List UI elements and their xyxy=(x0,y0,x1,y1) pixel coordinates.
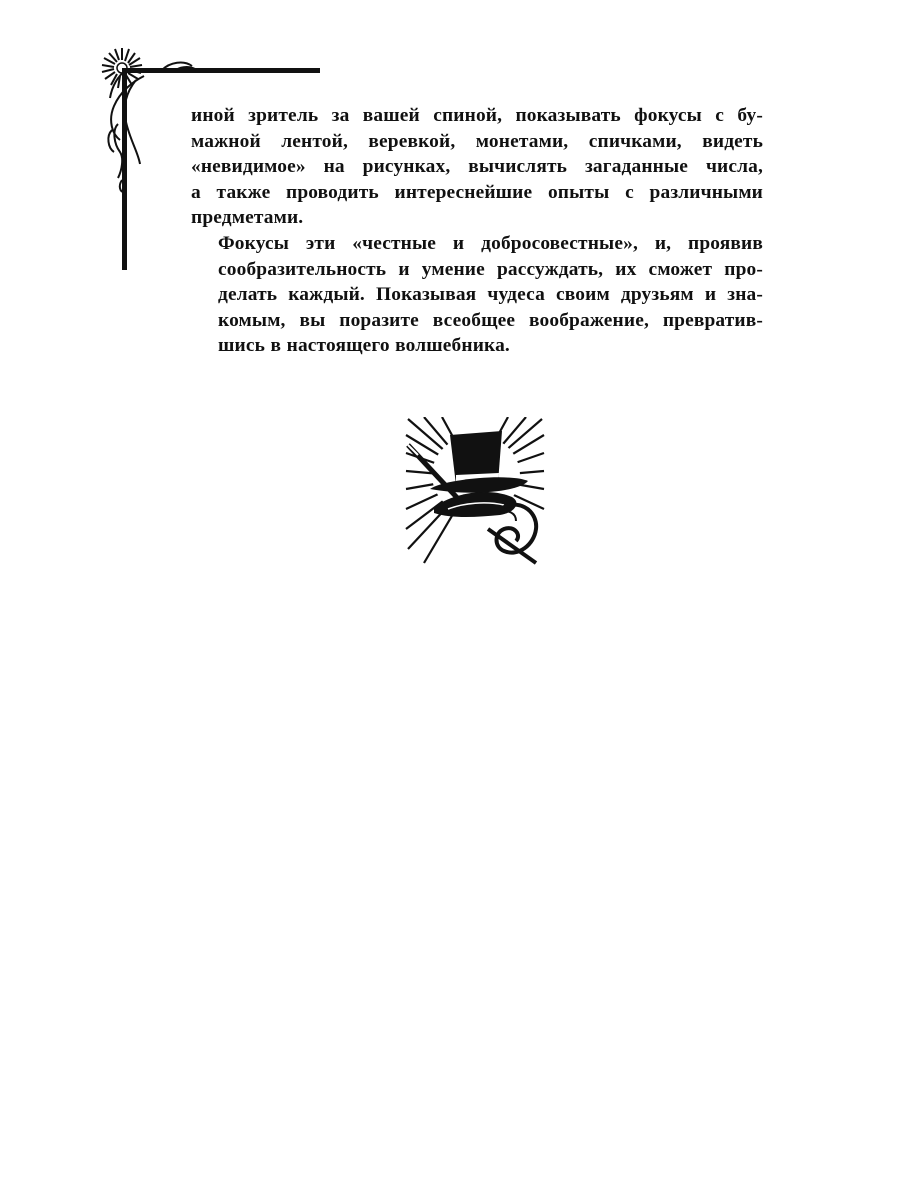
paragraph-2-line-3: делать каждый. Показывая чудеса своим друзьям и зна- xyxy=(218,284,763,306)
paragraph-1 xyxy=(191,103,763,231)
paragraph-1-line-2: мажной лентой, веревкой, монетами, спичками, видеть xyxy=(191,130,763,152)
paragraph-2-line-5: шись в настоящего волшебника. xyxy=(218,335,510,357)
paragraph-1-line-3: «невидимое» на рисунках, вычислять загаданные числа, xyxy=(191,156,763,178)
paragraph-1-line-4: а также проводить интереснейшие опыты с различными xyxy=(191,181,763,203)
top-hat-emblem-icon xyxy=(404,417,546,565)
paragraph-2-line-4: комым, вы поразите всеобщее воображение, превратив- xyxy=(218,309,763,331)
paragraph-2-line-1: Фокусы эти «честные и добросовестные», и, проявив xyxy=(218,232,763,254)
paragraph-2 xyxy=(191,231,763,359)
paragraph-1-line-1: иной зритель за вашей спиной, показывать фокусы с бу- xyxy=(191,105,763,126)
paragraph-2-line-2: сообразительность и умение рассуждать, их сможет про- xyxy=(218,258,763,280)
paragraph-1-line-5: предметами. xyxy=(191,207,304,229)
body-text xyxy=(191,103,763,359)
